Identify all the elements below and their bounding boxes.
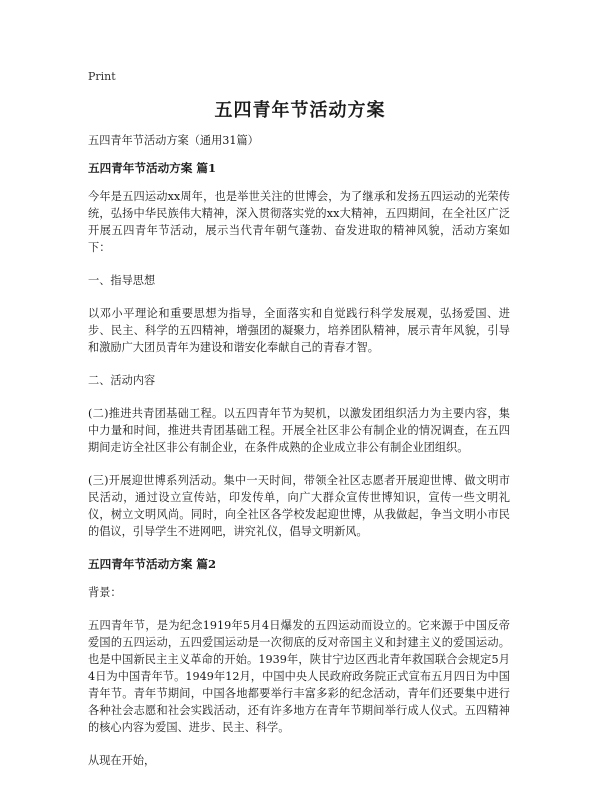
subheading-content: 二、活动内容 [88,374,156,387]
paragraph-item-a: (二)推进共青团基础工程。以五四青年节为契机，以激发团组织活力为主要内容，集中力量和时间，推进共青团基础工程。开展全社区非公有制企业的情况调查，在五四期间走访全社区非公有制企业，在条件成熟的企业成立非公有制企业团组织。 [88,407,510,454]
paragraph-intro: 今年是五四运动xx周年，也是举世关注的世博会，为了继承和发扬五四运动的光荣传统，弘扬中华民族伟大精神，深入贯彻落实党的xx大精神，五四期间，在全社区广泛开展五四青年节活动，展示当代青年朝气蓬勃、奋发进取的精神风貌，活动方案如下： [88,190,510,254]
document-title: 五四青年节活动方案 [214,100,386,121]
print-label: Print [88,70,116,83]
paragraph-background: 五四青年节，是为纪念1919年5月4日爆发的五四运动而设立的。它来源于中国反帝爱国的五四运动，五四爱国运动是一次彻底的反对帝国主义和封建主义的爱国运动。也是中国新民主主义革命的开始。1939年，陕甘宁边区西北青年救国联合会规定5月4日为中国青年节。1949年12月，中国中央人民政府政务院正式宣布五月四日为中国青年节。青年节期间，中国各地都要举行丰富多彩的纪念活动，青年们还要集中进行各种社会志愿和社会实践活动，还有许多地方在青年节期间举行成人仪式。五四精神的核心内容为爱国、进步、民主、科学。 [88,619,510,734]
paragraph-closing: 从现在开始， [88,754,156,767]
document-body [88,132,510,785]
subheading-guiding: 一、指导思想 [88,274,156,287]
document-subtitle: 五四青年节活动方案（通用31篇） [88,134,259,147]
section-heading-1: 五四青年节活动方案 篇1 [88,161,217,175]
section-heading-2: 五四青年节活动方案 篇2 [88,557,217,571]
background-label: 背景： [88,586,122,599]
paragraph-item-b: (三)开展迎世博系列活动。集中一天时间，带领全社区志愿者开展迎世博、做文明市民活动，通过设立宣传站，印发传单，向广大群众宣传世博知识，宣传一些文明礼仪，树立文明风尚。同时，向全社区各学校发起迎世博，从我做起，争当文明小市民的倡议，引导学生不进网吧，讲究礼仪，倡导文明新风。 [88,474,510,538]
paragraph-guiding: 以邓小平理论和重要思想为指导，全面落实和自觉践行科学发展观，弘扬爱国、进步、民主、科学的五四精神，增强团的凝聚力，培养团队精神，展示青年风貌，引导和激励广大团员青年为建设和谐安化奉献自己的青春才智。 [88,307,510,354]
